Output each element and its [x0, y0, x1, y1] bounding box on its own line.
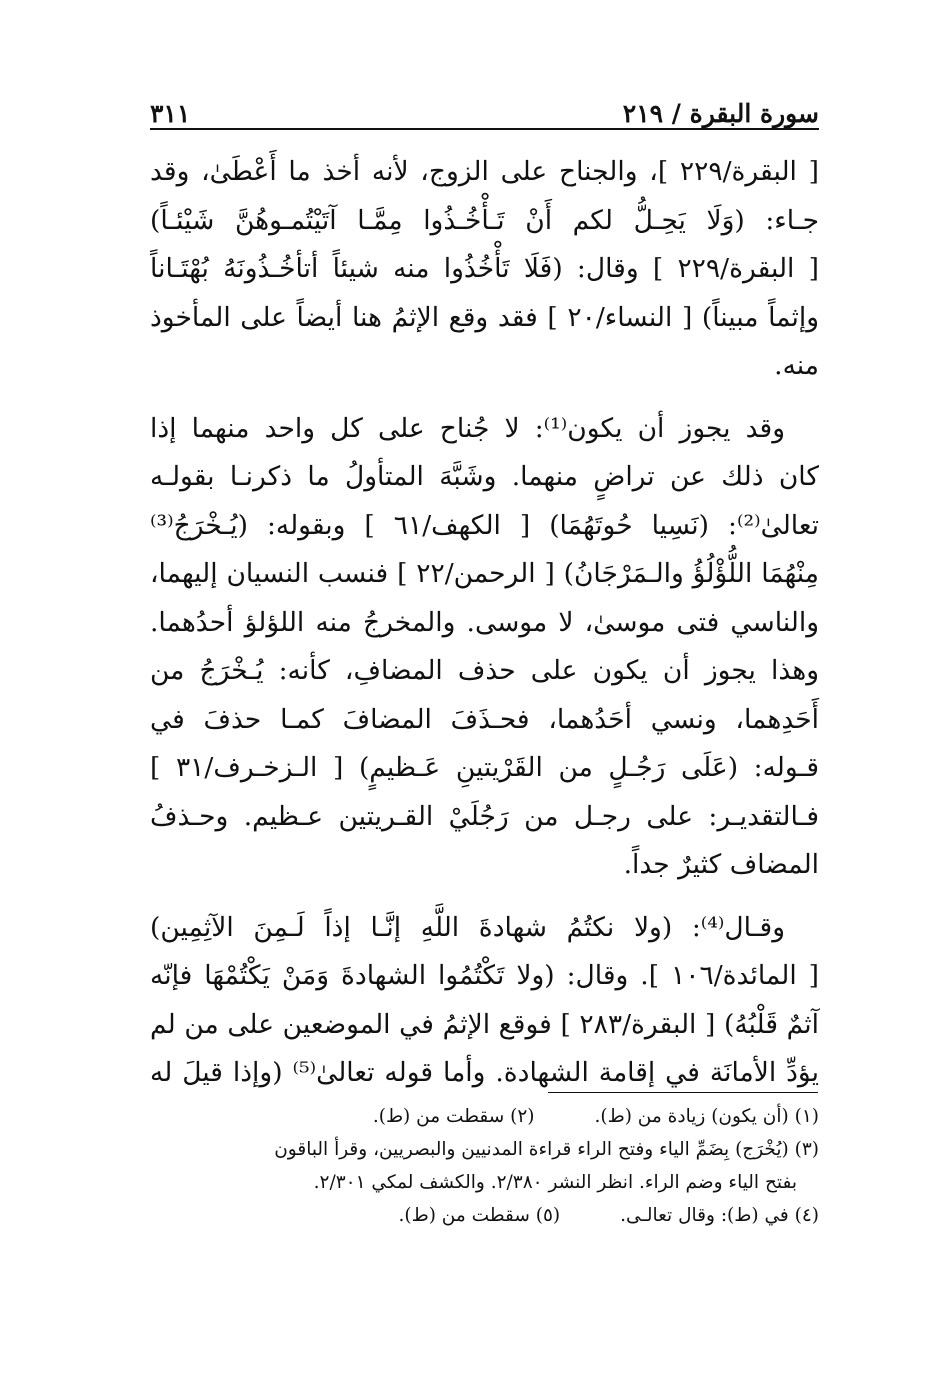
text-line: وإثماً مبيناً) [ النساء/٢٠ ] فقد وقع الإثمُ هنا أيضاً على المأخوذ — [150, 301, 819, 333]
body-text — [150, 148, 819, 1098]
text-line: [ البقرة/٢٢٩ ]، والجناح على الزوج، لأنه أخذ ما أَعْطَىٰ، وقد — [150, 156, 819, 187]
text-line: قـوله: (عَلَى رَجُـلٍ من القَرْيتينِ عَـظيمٍ) [ الـزخـرف/٣١ ] — [150, 752, 819, 783]
page-number: ٣١١ — [150, 99, 191, 128]
text-line: وهذا يجوز أن يكون على حذف المضافِ، كأنه: يُـخْرَجُ من — [150, 655, 819, 686]
footnote-rule — [548, 1092, 818, 1093]
text-line: مِنْهُمَا اللُّؤْلُؤُ والـمَرْجَانُ) [ الرحمن/٢٢ ] فنسب النسيان إليهما، — [150, 558, 819, 589]
text-line: جـاء: (وَلَا يَحِـلُّ لكم أَنْ تَـأْخُـذُوا مِمَّـا آتَيْتُمـوهُنَّ شَيْئـاً) — [150, 204, 819, 236]
text-line: وقد يجوز أن يكون⁽¹⁾: لا جُناح على كل واحد منهما إذا — [150, 412, 786, 444]
footnote-2: (٢) سقطت من (ط). — [372, 1106, 535, 1127]
footnote-5: (٥) سقطت من (ط). — [398, 1205, 561, 1226]
running-head: سورة البقرة / ٢١٩ — [622, 99, 819, 128]
footnote-1: (١) (أن يكون) زيادة من (ط). — [594, 1106, 819, 1127]
footnote-4: (٤) في (ط): وقال تعالـى. — [620, 1205, 819, 1226]
paragraph-3 — [150, 904, 819, 1098]
footnote-row — [150, 1199, 819, 1232]
text-line: [ المائدة/١٠٦ ]. وقال: (ولا تَكْتُمُوا الشهادةَ وَمَنْ يَكْتُمْهَا فإنّه — [150, 960, 819, 991]
text-line: والناسي فتى موسىٰ، لا موسى. والمخرجُ منه اللؤلؤ أحدُهما. — [150, 606, 819, 638]
paragraph-2 — [150, 405, 819, 890]
text-line: وقـال⁽⁴⁾: (ولا نكتُمُ شهادةَ اللَّهِ إنَّـا إذاً لَـمِنَ الآثِمِين) — [150, 911, 785, 943]
text-line: كان ذلك عن تراضٍ منهما. وشَبَّهَ المتأولُ ما ذكرنـا بقولـه — [150, 461, 819, 492]
text-line: منه. — [774, 350, 819, 381]
footnote-row — [150, 1100, 819, 1133]
header-rule — [150, 128, 819, 130]
text-line: آثمٌ قَلْبُهُ) [ البقرة/٢٨٣ ] فوقع الإثمُ في الموضعين على من لم — [150, 1008, 819, 1040]
text-line: يؤدِّ الأمانَة في إقامة الشهادة. وأما قوله تعالىٰ⁽⁵⁾ (وإذا قيلَ له — [150, 1057, 819, 1088]
text-line: [ البقرة/٢٢٩ ] وقال: (فَلَا تَأْخُذُوا منه شيئاً أتأخُـذُونَهُ بُهْتَـاناً — [150, 253, 819, 284]
paragraph-1 — [150, 148, 819, 391]
footnote-3 — [150, 1133, 819, 1199]
footnotes — [150, 1100, 819, 1232]
footnote-3-line-2: بفتح الياء وضم الراء. انظر النشر ٢/٣٨٠. والكشف لمكي ٢/٣٠١. — [313, 1172, 797, 1193]
page-header — [150, 92, 819, 128]
text-line: فـالتقديـر: على رجـل من رَجُلَيْ القـريتين عـظيم. وحـذفُ — [150, 800, 819, 832]
text-line: المضاف كثيرٌ جداً. — [623, 849, 819, 880]
text-line: تعالىٰ⁽²⁾: (نَسِيا حُوتَهُمَا) [ الكهف/٦١ ] وبقوله: (يُـخْرَجُ⁽³⁾ — [150, 509, 819, 541]
footnote-3-line-1: (٣) (يُخْرَج) بِضَمِّ الياء وفتح الراء قراءة المدنيين والبصريين، وقرأ الباقون — [274, 1139, 819, 1160]
text-line: أَحَدِهما، ونسي أحَدُهما، فحـذَفَ المضافَ كمـا حذفَ في — [150, 703, 819, 735]
